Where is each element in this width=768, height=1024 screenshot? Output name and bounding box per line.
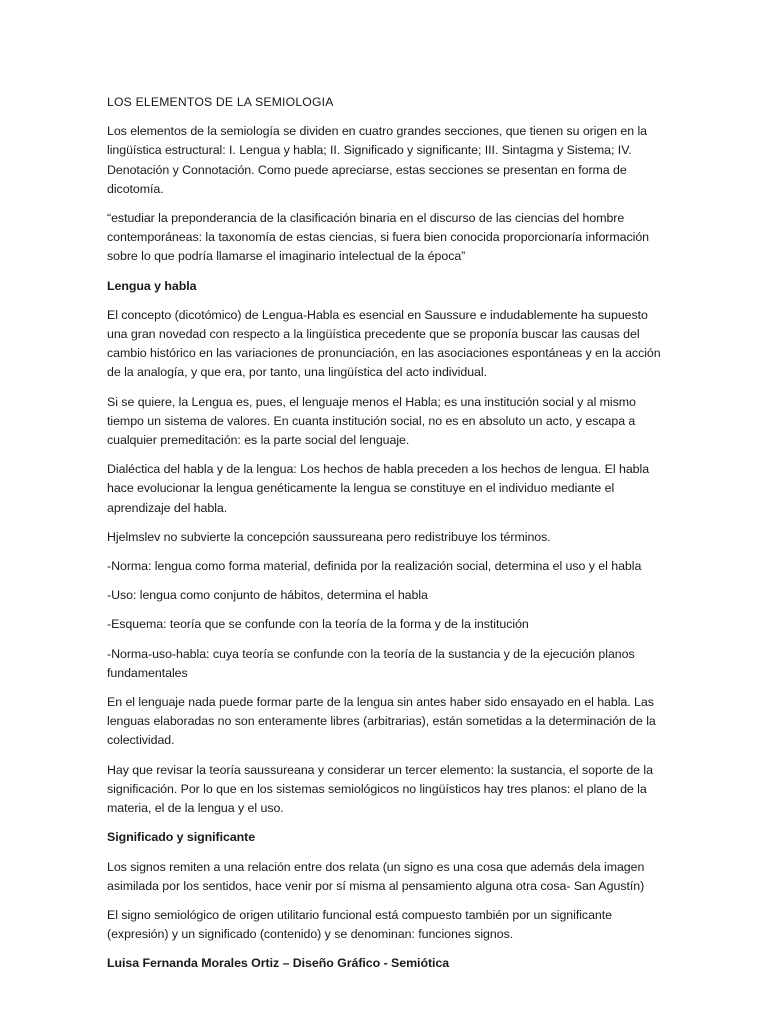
paragraph: El concepto (dicotómico) de Lengua-Habla es esencial en Saussure e indudablemente ha supuesto una gran novedad con respecto a la lingüística precedente que se proponía buscar las causas del cambio histórico en las variaciones de pronunciación, en las asociaciones espontáneas y en la acción de la analogía, y que era, por tanto, una lingüística del acto individual. xyxy=(107,307,661,380)
document-footer: Luisa Fernanda Morales Ortiz – Diseño Gráfico - Semiótica xyxy=(107,956,450,971)
paragraph: Dialéctica del habla y de la lengua: Los hechos de habla preceden a los hechos de lengua. El habla hace evolucionar la lengua genéticamente la lengua se constituye en el individuo mediante el aprendizaje del habla. xyxy=(107,462,650,515)
paragraph: Hay que revisar la teoría saussureana y considerar un tercer elemento: la sustancia, el soporte de la significación. Por lo que en los sistemas semiológicos no lingüísticos hay tres planos: el plano de la materia, el de la lengua y el uso. xyxy=(107,762,653,816)
list-item: -Uso: lengua como conjunto de hábitos, determina el habla xyxy=(107,588,428,603)
quote-paragraph: “estudiar la preponderancia de la clasificación binaria en el discurso de las ciencias del hombre contemporáneas: la taxonomía de estas ciencias, si fuera bien conocida proporcionaría información sobre lo que podría llamarse el imaginario intelectual de la época” xyxy=(107,211,650,264)
intro-paragraph: Los elementos de la semiología se dividen en cuatro grandes secciones, que tienen su origen en la lingüística estructural: I. Lengua y habla; II. Significado y significante; III. Sintagma y Sistema; IV. Denotación y Connotación. Como puede apreciarse, estas secciones se presentan en forma de dicotomía. xyxy=(107,124,648,196)
list-item: -Esquema: teoría que se confunde con la teoría de la forma y de la institución xyxy=(107,617,529,632)
section-heading-lengua-habla: Lengua y habla xyxy=(107,278,197,293)
section-heading-significado: Significado y significante xyxy=(107,830,256,845)
document-title: LOS ELEMENTOS DE LA SEMIOLOGIA xyxy=(107,95,334,109)
paragraph: Hjelmslev no subvierte la concepción saussureana pero redistribuye los términos. xyxy=(107,529,551,544)
paragraph: El signo semiológico de origen utilitario funcional está compuesto también por un significante (expresión) y un significado (contenido) y se denominan: funciones signos. xyxy=(107,907,612,942)
list-item: -Norma-uso-habla: cuya teoría se confunde con la teoría de la sustancia y de la ejecución planos fundamentales xyxy=(107,646,635,680)
list-item: -Norma: lengua como forma material, definida por la realización social, determina el uso y el habla xyxy=(107,559,642,574)
paragraph: Si se quiere, la Lengua es, pues, el lenguaje menos el Habla; es una institución social y al mismo tiempo un sistema de valores. En cuanta institución social, no es en absoluto un acto, y escapa a cualquier premeditación: es la parte social del lenguaje. xyxy=(107,394,636,448)
paragraph: Los signos remiten a una relación entre dos relata (un signo es una cosa que además dela imagen asimilada por los sentidos, hace venir por sí misma al pensamiento alguna otra cosa- San Agustín) xyxy=(107,859,645,893)
document-page xyxy=(107,93,667,984)
paragraph: En el lenguaje nada puede formar parte de la lengua sin antes haber sido ensayado en el habla. Las lenguas elaboradas no son enteramente libres (arbitrarias), están sometidas a la determinación de la colectividad. xyxy=(107,695,656,748)
